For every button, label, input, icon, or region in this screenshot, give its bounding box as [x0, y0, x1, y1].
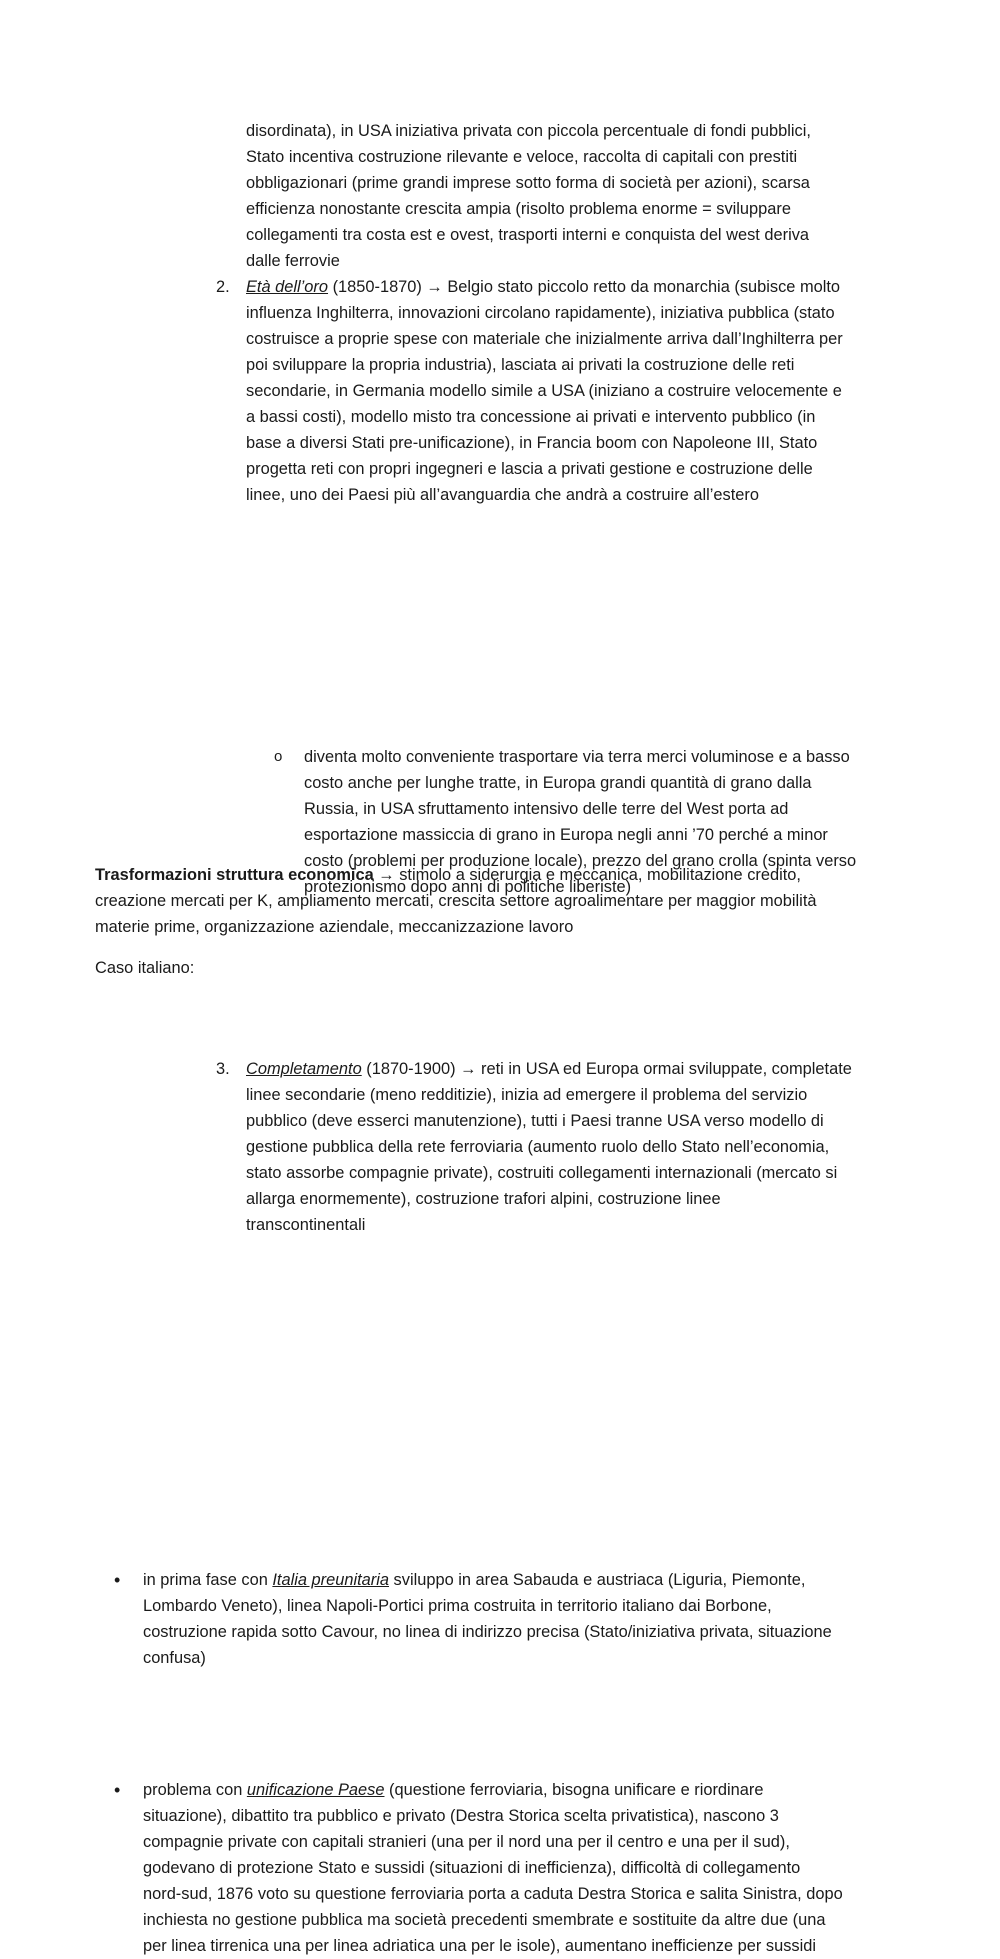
text-line: collegamenti tra costa est e ovest, trasporti interni e conquista del west deriva — [246, 226, 810, 244]
text-line: stato assorbe compagnie private), costruiti collegamenti internazionali (mercato si — [246, 1164, 838, 1182]
bullet-item-unificazione — [114, 1777, 1000, 1959]
list-item-eta-oro — [216, 274, 1000, 508]
text-line: esportazione massiccia di grano in Europa negli anni ’70 perché a minor — [304, 826, 828, 844]
text-line: godevano di protezione Stato e sussidi (situazioni di inefficienza), difficoltà di collegamento — [143, 1859, 801, 1877]
term-unificazione-paese: unificazione Paese — [246, 1781, 385, 1799]
text-line: a bassi costi), modello misto tra concessione ai privati e intervento pubblico (in — [246, 408, 816, 426]
text-line: secondarie, in Germania modello simile a USA (iniziano a costruire velocemente e — [246, 382, 842, 400]
term-italia-preunitaria: Italia preunitaria — [272, 1571, 389, 1589]
text-line: nord-sud, 1876 voto su questione ferroviaria porta a caduta Destra Storica e salita Sinistra, dopo — [143, 1885, 843, 1903]
text-line: allarga enormemente), costruzione trafori alpini, costruzione linee — [246, 1190, 721, 1208]
item1-continuation — [246, 118, 811, 274]
bullet-item-preunitaria — [114, 1567, 1000, 1671]
text-line: Completamento (1870-1900) → reti in USA ed Europa ormai sviluppate, completate — [246, 1060, 852, 1078]
text-line: materie prime, organizzazione aziendale, meccanizzazione lavoro — [95, 918, 574, 936]
caso-italiano-label: Caso italiano: — [95, 959, 195, 977]
text-line: situazione), dibattito tra pubblico e privato (Destra Storica scelta privatistica), nascono 3 — [143, 1807, 779, 1825]
text-line: costruisce a proprie spese con materiale che inizialmente arriva dall’Inghilterra per — [246, 330, 843, 348]
hollow-bullet-icon: o — [274, 748, 283, 765]
text-line: disordinata), in USA iniziativa privata con piccola percentuale di fondi pubblici, — [246, 122, 811, 140]
text-line: protezionismo dopo anni di politiche liberiste) — [304, 878, 632, 896]
text-line: creazione mercati per K, ampliamento mercati, crescita settore agroalimentare per maggior mobilità — [95, 892, 817, 910]
text-line: progetta reti con propri ingegneri e lascia a privati gestione e costruzione delle — [246, 460, 813, 478]
text-line: transcontinentali — [246, 1216, 366, 1234]
list-number: 3. — [216, 1060, 230, 1078]
list-number: 2. — [216, 278, 230, 296]
text-line: linee secondarie (meno redditizie), inizia ad emergere il problema del servizio — [246, 1086, 808, 1104]
text-line: base a diversi Stati pre-unificazione), in Francia boom con Napoleone III, Stato — [246, 434, 818, 452]
text-line: costo anche per lunghe tratte, in Europa grandi quantità di grano dalla — [304, 774, 812, 792]
text-line: costo (problemi per produzione locale), prezzo del grano crolla (spinta verso — [304, 852, 857, 870]
text-line: in prima fase con Italia preunitaria sviluppo in area Sabauda e austriaca (Liguria, Piemonte, — [143, 1571, 806, 1589]
list-item-completamento — [216, 1056, 1000, 1238]
text-line: costruzione rapida sotto Cavour, no linea di indirizzo precisa (Stato/iniziativa privata, situazione — [143, 1623, 832, 1641]
text-line: Russia, in USA sfruttamento intensivo delle terre del West porta ad — [304, 800, 789, 818]
text-line: confusa) — [143, 1649, 206, 1667]
text-line: compagnie private con capitali stranieri (una per il nord una per il centro e una per il sud), — [143, 1833, 790, 1851]
paragraph-heading: Trasformazioni struttura economica — [95, 866, 374, 884]
term-eta-oro: Età dell’oro — [246, 278, 329, 296]
text-line: gestione pubblica della rete ferroviaria (aumento ruolo dello Stato nell’economia, — [246, 1138, 830, 1156]
text-line: pubblico (deve esserci manutenzione), tutti i Paesi tranne USA verso modello di — [246, 1112, 824, 1130]
bullet-icon: • — [114, 1570, 121, 1590]
term-completamento: Completamento — [246, 1060, 362, 1078]
trasformazioni-paragraph — [95, 862, 817, 940]
text-line: poi sviluppare la propria industria), lasciata ai privati la costruzione delle reti — [246, 356, 795, 374]
text-line: problema con unificazione Paese (questione ferroviaria, bisogna unificare e riordinare — [143, 1781, 764, 1799]
text-line: inchiesta no gestione pubblica ma società precedenti smembrate e sostituite da altre due (una — [143, 1911, 826, 1929]
text-line: influenza Inghilterra, innovazioni circolano rapidamente), iniziativa pubblica (stato — [246, 304, 835, 322]
text-line: efficienza nonostante crescita ampia (risolto problema enorme = sviluppare — [246, 200, 791, 218]
text-line: Trasformazioni struttura economica → stimolo a siderurgia e meccanica, mobilitazione credito, — [95, 866, 801, 884]
text-line: diventa molto conveniente trasportare via terra merci voluminose e a basso — [304, 748, 850, 766]
text-line: linee, uno dei Paesi più all’avanguardia che andrà a costruire all’estero — [246, 486, 759, 504]
text-line: Lombardo Veneto), linea Napoli-Portici prima costruita in territorio italiano dai Borbone, — [143, 1597, 772, 1615]
text-line: obbligazionari (prime grandi imprese sotto forma di società per azioni), scarsa — [246, 174, 810, 192]
text-line: dalle ferrovie — [246, 252, 340, 270]
bullet-icon: • — [114, 1780, 121, 1800]
text-line: Stato incentiva costruzione rilevante e veloce, raccolta di capitali con prestiti — [246, 148, 798, 166]
text-line: Età dell’oro (1850-1870) → Belgio stato piccolo retto da monarchia (subisce molto — [246, 278, 841, 296]
text-line: per linea tirrenica una per linea adriatica una per le isole), aumentano inefficienze per sussidi — [143, 1937, 817, 1955]
